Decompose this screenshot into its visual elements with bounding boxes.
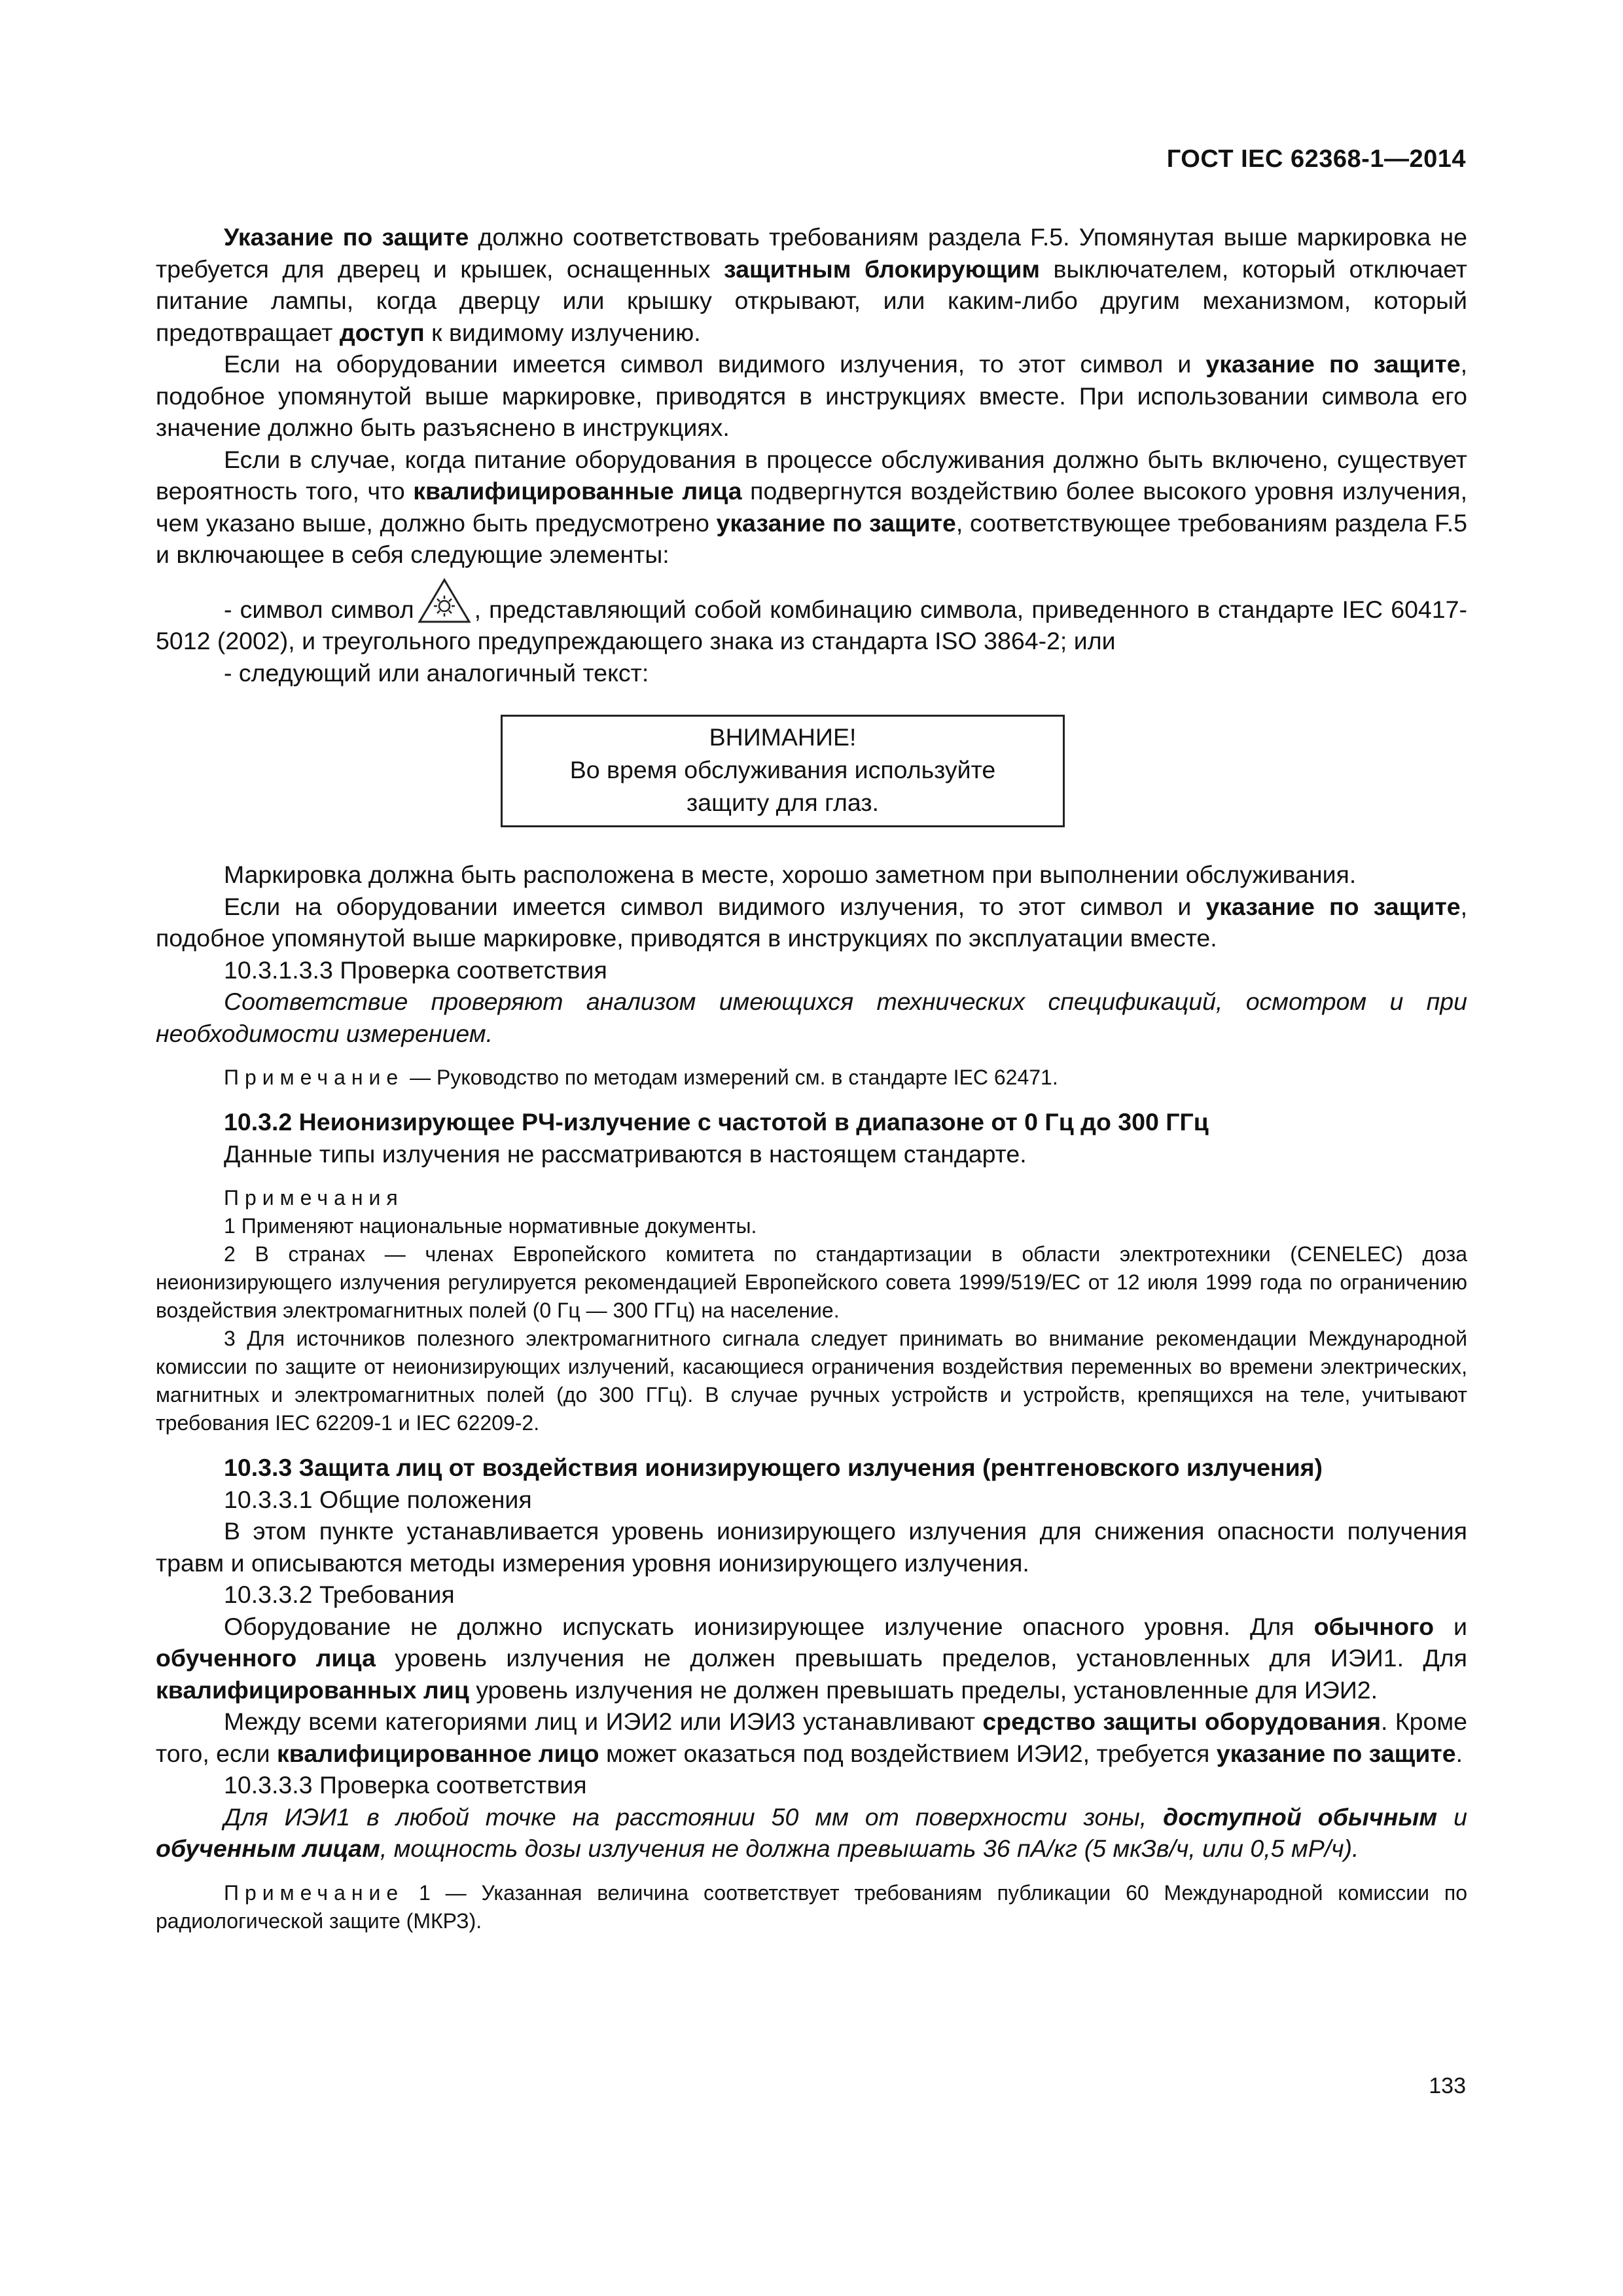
compliance-text: Соответствие проверяют анализом имеющихся технических спецификаций, осмотром и при необходимости измерением. [156,988,1467,1047]
paragraph-visible-symbol [156,348,1467,444]
paragraph-instructions [156,891,1467,954]
note-2: 2 В странах — членах Европейского комитета по стандартизации в области электротехники (CENELEC) доза неионизирующего излучения регулируется рекомендацией Европейского совета 1999/519/ЕС от 12 июля 1999 года по ограничению воздействия электромагнитных полей (0 Гц — 300 ГГц) на население. [156,1242,1467,1322]
paragraph-text: , соответствующее требованиям раздела F.5 и включающее в себя следующие элементы: [156,509,1467,568]
bold-term: защитным блокирующим [724,255,1041,283]
paragraph-text: , подобное упомянутой выше маркировке, приводятся в инструкциях вместе. При использовании символа его значение должно быть разъяснено в инструкциях. [156,350,1467,441]
document-id-header: ГОСТ IEC 62368-1—2014 [1166,145,1466,173]
paragraph-text: Если в случае, когда питание оборудования в процессе обслуживания должно быть включено, существует вероятность того, что [156,445,1467,505]
note-1: 1 Применяют национальные нормативные документы. [224,1214,757,1238]
warning-triangle-lamp-icon [417,577,472,624]
notes-label: Примечания [224,1186,404,1210]
paragraph-marking-location: Маркировка должна быть расположена в месте, хорошо заметном при выполнении обслуживания. [224,861,1357,888]
section-heading-10-3-2: 10.3.2 Неионизирующее РЧ-излучение с частотой в диапазоне от 0 Гц до 300 ГГц [224,1108,1209,1136]
paragraph-text: уровень излучения не должен превышать пределов, установленных для ИЭИ1. Для [375,1644,1467,1672]
paragraph-text: Для ИЭИ1 в любой точке на расстоянии 50 мм от поверхности зоны, [224,1803,1164,1831]
note [156,1879,1467,1935]
paragraph-rf-text: Данные типы излучения не рассматриваются в настоящем стандарте. [224,1139,1027,1168]
paragraph-text: должно соответствовать требованиям раздела F.5. Упомянутая выше маркировка не требуется для дверец и крышек, оснащенных [156,223,1467,283]
section-heading-10-3-3: 10.3.3 Защита лиц от воздействия ионизирующего излучения (рентгеновского излучения) [224,1454,1323,1481]
bold-term: указание по защите [716,509,956,537]
list-item-symbol [156,577,1467,657]
paragraph-text: и [1434,1612,1467,1640]
warning-title: ВНИМАНИЕ! [709,723,857,751]
section-heading-10-3-1-3-3: 10.3.1.3.3 Проверка соответствия [224,956,607,984]
paragraph-text: Между всеми категориями лиц и ИЭИ2 или ИЭИ3 устанавливают [224,1708,983,1735]
paragraph-text: подвергнутся воздействию более высокого уровня излучения, чем указано выше, должно быть предусмотрено [156,477,1467,537]
bold-term: доступ [339,318,425,346]
paragraph-text: , мощность дозы излучения не должна превышать 36 пА/кг (5 мкЗв/ч, или 0,5 мР/ч). [380,1835,1359,1862]
paragraph-text: Если на оборудовании имеется символ видимого излучения, то этот символ и [224,892,1206,920]
bold-term: обычного [1313,1612,1435,1640]
bold-term: квалифицированное лицо [277,1739,599,1767]
bold-term: средство защиты оборудования [982,1708,1381,1735]
paragraph-requirements [156,1611,1467,1706]
list-item-text-option: - следующий или аналогичный текст: [224,658,649,687]
note-text: 1 — Указанная величина соответствует требованиям публикации 60 Международной комиссии по радиологической защите (МКРЗ). [156,1880,1467,1933]
bold-term: указание по защите [1205,892,1461,920]
page-body [156,221,1467,1935]
section-heading-10-3-3-2: 10.3.3.2 Требования [224,1581,455,1608]
section-heading-10-3-3-1: 10.3.3.1 Общие положения [224,1485,532,1513]
bold-term: обученного лица [156,1644,376,1672]
list-item-text: - символ символ [224,595,414,623]
warning-line: защиту для глаз. [687,789,879,816]
bold-term: обученным лицам [156,1835,380,1862]
paragraph-text: к видимому излучению. [424,318,701,346]
note [156,1064,1467,1092]
paragraph-text: . [1455,1739,1463,1767]
paragraph-general: В этом пункте устанавливается уровень ионизирующего излучения для снижения опасности получения травм и описываются методы измерения уровня ионизирующего излучения. [156,1517,1467,1577]
bold-term: квалифицированных лиц [156,1676,469,1704]
paragraph-text: , подобное упомянутой выше маркировке, приводятся в инструкциях по эксплуатации вместе. [156,892,1467,952]
compliance-dose-text [156,1801,1467,1865]
paragraph-text: . Кроме того, если [156,1708,1467,1767]
page-number: 133 [1429,2073,1466,2098]
bold-term: доступной обычным [1163,1803,1438,1831]
note-label: Примечание [224,1880,404,1905]
paragraph-text: уровень излучения не должен превышать пределы, установленные для ИЭИ2. [469,1676,1378,1704]
note-label: Примечание [224,1066,404,1089]
bold-term: квалифицированные лица [413,477,742,505]
paragraph-text: Оборудование не должно испускать ионизирующее излучение опасного уровня. Для [224,1612,1314,1640]
note-3: 3 Для источников полезного электромагнитного сигнала следует принимать во внимание рекомендации Международной комиссии по защите от неионизирующих излучений, касающиеся ограничения воздействия переменных во времени электрических, магнитных и электромагнитных полей (до 300 ГГц). В случае ручных устройств и устройств, крепящихся на теле, учитывают требования IEC 62209-1 и IEC 62209-2. [156,1327,1467,1435]
bold-term: указание по защите [1205,350,1461,378]
paragraph-text: выключателем, который отключает питание лампы, когда дверцу или крышку открывают, или каким-либо другим механизмом, который предотвращает [156,255,1467,346]
warning-box [501,715,1065,827]
paragraph-text: и [1437,1803,1467,1831]
bold-term: Указание по защите [224,223,469,251]
paragraph-protection-means [156,1706,1467,1769]
paragraph-text: Если на оборудовании имеется символ видимого излучения, то этот символ и [224,350,1206,378]
section-heading-10-3-3-3: 10.3.3.3 Проверка соответствия [224,1771,587,1799]
paragraph-qualified-persons [156,444,1467,571]
paragraph-protection-notice [156,221,1467,348]
paragraph-text: может оказаться под воздействием ИЭИ2, требуется [599,1739,1217,1767]
list-item-text: , представляющий собой комбинацию символа, приведенного в стандарте IEC 60417-5012 (2002), и треугольного предупреждающего знака из стандарта ISO 3864-2; или [156,595,1467,655]
warning-line: Во время обслуживания используйте [569,756,996,783]
bold-term: указание по защите [1216,1739,1456,1767]
note-text: — Руководство по методам измерений см. в стандарте IEC 62471. [404,1066,1058,1089]
